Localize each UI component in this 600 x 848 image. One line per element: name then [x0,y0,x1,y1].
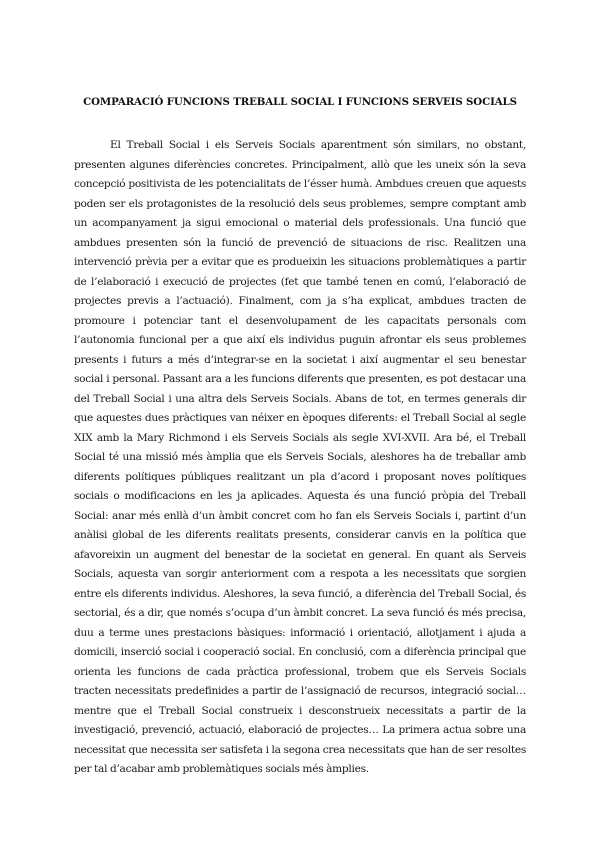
document-title: COMPARACIÓ FUNCIONS TREBALL SOCIAL I FUNCIONS SERVEIS SOCIALS [83,96,517,108]
document-body-paragraph: El Treball Social i els Serveis Socials aparentment són similars, no obstant, presenten algunes diferències concretes. Principalment, allò que les uneix són la seva concepció positivista de les potencialitats de l’ésser humà. Ambdues creuen que aquests poden ser els protagonistes de la resolució dels seus problemes, sempre comptant amb un acompanyament ja sigui emocional o material dels professionals. Una funció que ambdues presenten són la funció de prevenció de situacions de risc. Realitzen una intervenció prèvia per a evitar que es produeixin les situacions problemàtiques a partir de l’elaboració i execució de projectes (fet que també tenen en comú, l’elaboració de projectes previs a l’actuació). Finalment, com ja s’ha explicat, ambdues tracten de promoure i potenciar tant el desenvolupament de les capacitats personals com l’autonomia funcional per a que així els individus puguin afrontar els seus problemes presents i futurs a més d’integrar-se en la societat i així augmentar el seu benestar social i personal. Passant ara a les funcions diferents que presenten, es pot destacar una del Treball Social i una altra dels Serveis Socials. Abans de tot, en termes generals dir que aquestes dues pràctiques van néixer en èpoques diferents: el Treball Social al segle XIX amb la Mary Richmond i els Serveis Socials als segle XVI-XVII. Ara bé, el Treball Social té una missió més àmplia que els Serveis Socials, aleshores ha de treballar amb diferents polítiques públiques realitzant un pla d’acord i proposant noves polítiques socials o modificacions en les ja aplicades. Aquesta és una funció pròpia del Treball Social: anar més enllà d’un àmbit concret com ho fan els Serveis Socials i, partint d’un anàlisi global de les diferents realitats presents, considerar canvis en la política que afavoreixin un augment del benestar de la societat en general. En quant als Serveis Socials, aquesta van sorgir anteriorment com a respota a les necessitats que sorgien entre els diferents individus. Aleshores, la seva funció, a diferència del Treball Social, és sectorial, és a dir, que només s’ocupa d’un àmbit concret. La seva funció és més precisa, duu a terme unes prestacions bàsiques: informació i orientació, allotjament i ajuda a domicili, inserció social i cooperació social. En conclusió, com a diferència principal que orienta les funcions de cada pràctica professional, trobem que els Serveis Socials tracten necessitats predefinides a partir de l’assignació de recursos, integració social… mentre que el Treball Social construeix i desconstrueix necessitats a partir de la investigació, prevenció, actuació, elaboració de projectes… La primera actua sobre una necessitat que necessita ser satisfeta i la segona crea necessitats que han de ser resoltes per tal d’acabar amb problemàtiques socials més àmplies. [74,139,526,775]
